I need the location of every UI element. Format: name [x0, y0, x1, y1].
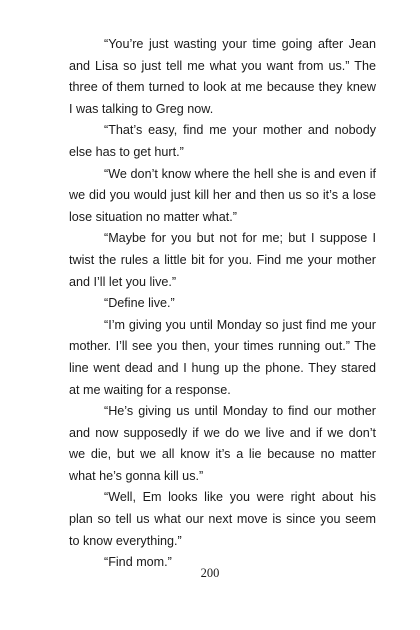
page-body	[69, 34, 376, 574]
paragraph: “Define live.”	[104, 296, 175, 311]
paragraph: “You’re just wasting your time going after Jean and Lisa so just tell me what you want from us.” The three of them turned to look at me because they knew I was talking to Greg now.	[69, 37, 376, 116]
paragraph: “I’m giving you until Monday so just find me your mother. I’ll see you then, your times running out.” The line went dead and I hung up the phone. They stared at me waiting for a response.	[69, 317, 376, 397]
page-number: 200	[200, 566, 220, 580]
paragraph: “He’s giving us until Monday to find our mother and now supposedly if we do we live and if we don’t we die, but we all know it’s a lie because no matter what he’s gonna kill us.”	[69, 404, 376, 483]
paragraph: “Well, Em looks like you were right about his plan so tell us what our next move is since you seem to know everything.”	[69, 490, 376, 548]
paragraph: “That’s easy, find me your mother and nobody else has to get hurt.”	[69, 123, 376, 159]
paragraph: “Find mom.”	[104, 555, 172, 570]
paragraph: “Maybe for you but not for me; but I suppose I twist the rules a little bit for you. Find me your mother and I’ll let you live.”	[69, 231, 376, 289]
paragraph: “We don’t know where the hell she is and even if we did you would just kill her and then us so it’s a lose lose situation no matter what.”	[69, 166, 376, 224]
